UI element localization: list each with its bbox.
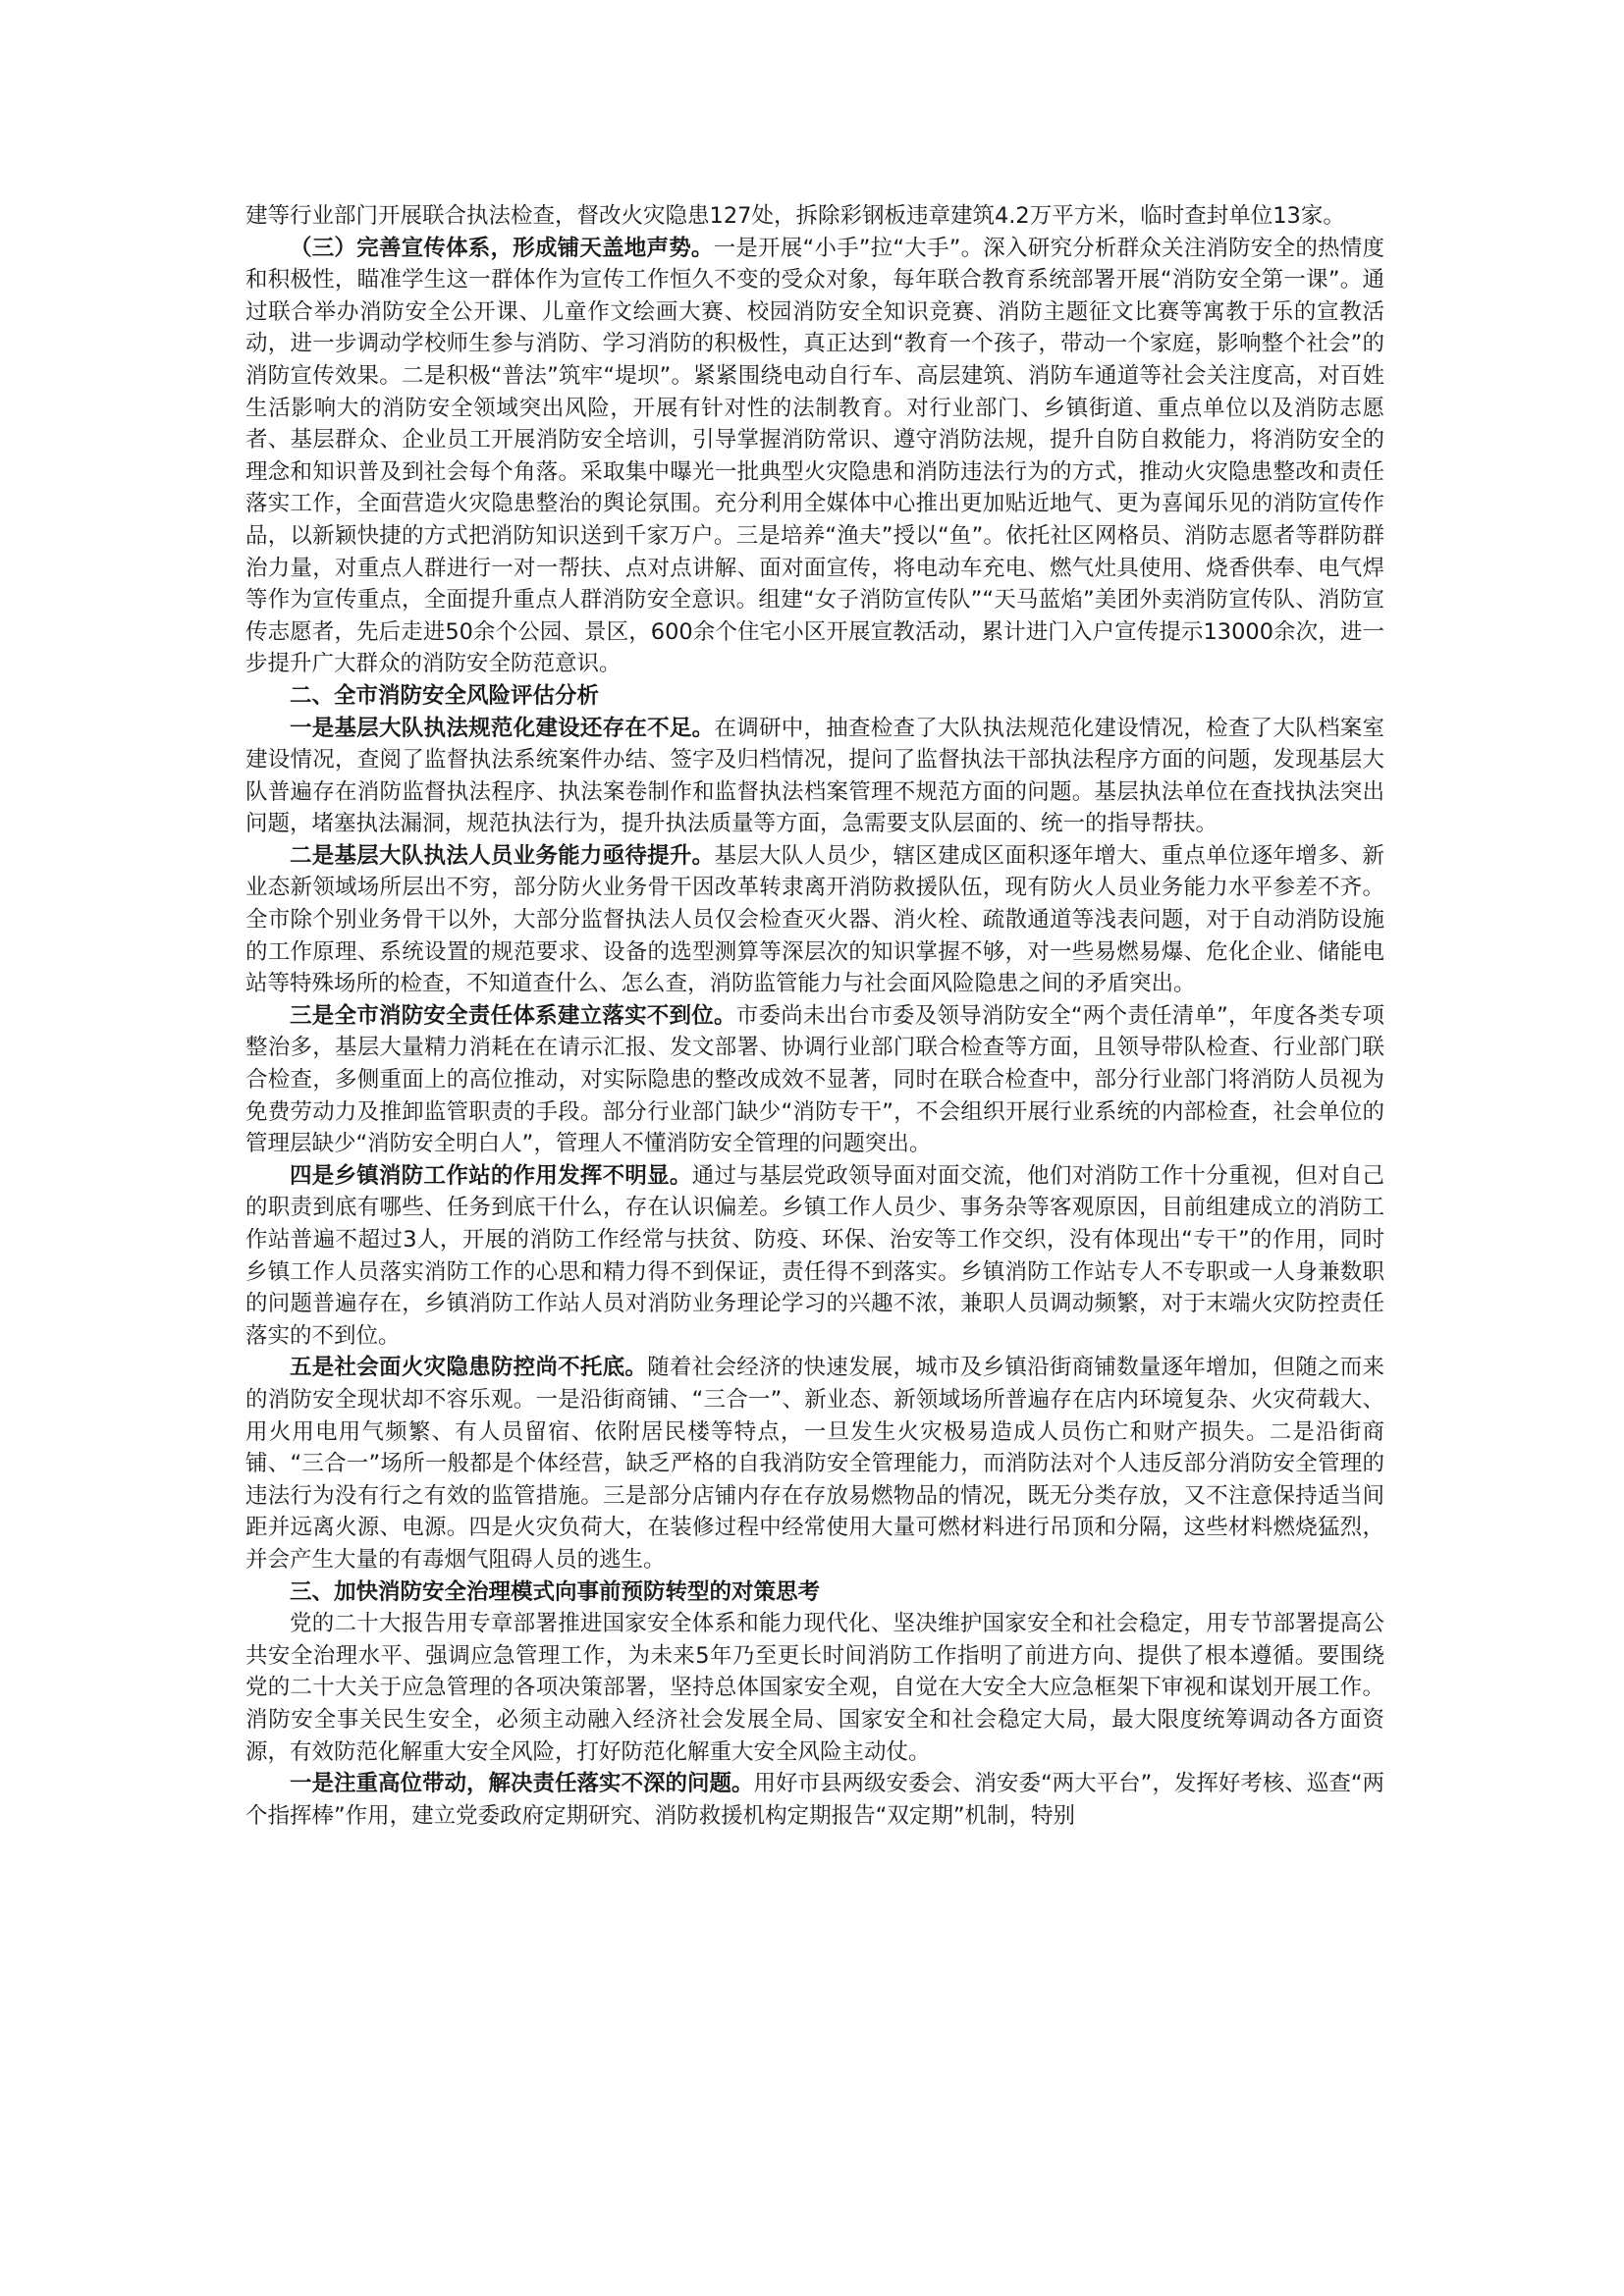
paragraph	[245, 1576, 1384, 1609]
paragraph	[245, 840, 1384, 1000]
paragraph-heading: 三是全市消防安全责任体系建立落实不到位。	[290, 1002, 736, 1029]
paragraph-heading: 五是社会面火灾隐患防控尚不托底。	[290, 1355, 648, 1381]
document-page	[245, 200, 1384, 1832]
paragraph-heading: 三、加快消防安全治理模式向事前预防转型的对策思考	[290, 1578, 821, 1605]
paragraph-text: 党的二十大报告用专章部署推进国家安全体系和能力现代化、坚决维护国家安全和社会稳定，用专节部署提高公共安全治理水平、强调应急管理工作，为未来5年乃至更长时间消防工作指明了前进方向、提供了根本遵循。要围绕党的二十大关于应急管理的各项决策部署，坚持总体国家安全观，自觉在大安全大应急框架下审视和谋划开展工作。消防安全事关民生安全，必须主动融入经济社会发展全局、国家安全和社会稳定大局，最大限度统筹调动各方面资源，有效防范化解重大安全风险，打好防范化解重大安全风险主动仗。	[245, 1611, 1384, 1765]
paragraph-heading: 一是基层大队执法规范化建设还存在不足。	[290, 715, 715, 741]
paragraph-text: 随着社会经济的快速发展，城市及乡镇沿街商铺数量逐年增加，但随之而来的消防安全现状却不容乐观。一是沿街商铺、“三合一”、新业态、新领域场所普遍存在店内环境复杂、火灾荷载大、用火用电用气频繁、有人员留宿、依附居民楼等特点，一旦发生火灾极易造成人员伤亡和财产损失。二是沿街商铺、“三合一”场所一般都是个体经营，缺乏严格的自我消防安全管理能力，而消防法对个人违反部分消防安全管理的违法行为没有行之有效的监管措施。三是部分店铺内存在存放易燃物品的情况，既无分类存放，又不注意保持适当间距并远离火源、电源。四是火灾负荷大，在装修过程中经常使用大量可燃材料进行吊顶和分隔，这些材料燃烧猛烈，并会产生大量的有毒烟气阻碍人员的逃生。	[245, 1355, 1384, 1573]
paragraph	[245, 1160, 1384, 1353]
paragraph-heading: 二是基层大队执法人员业务能力亟待提升。	[290, 842, 715, 869]
paragraph-heading: （三）完善宣传体系，形成铺天盖地声势。	[290, 235, 714, 261]
paragraph	[245, 200, 1384, 233]
paragraph	[245, 680, 1384, 713]
paragraph-text: 在调研中，抽查检查了大队执法规范化建设情况，检查了大队档案室建设情况，查阅了监督执法系统案件办结、签字及归档情况，提问了监督执法干部执法程序方面的问题，发现基层大队普遍存在消防监督执法程序、执法案卷制作和监督执法档案管理不规范方面的问题。基层执法单位在查找执法突出问题，堵塞执法漏洞，规范执法行为，提升执法质量等方面，急需要支队层面的、统一的指导帮扶。	[245, 715, 1384, 837]
paragraph-text: 建等行业部门开展联合执法检查，督改火灾隐患127处，拆除彩钢板违章建筑4.2万平方米，临时查封单位13家。	[245, 203, 1345, 229]
paragraph-text: 用好市县两级安委会、消安委“两大平台”，发挥好考核、巡查“两个指挥棒”作用，建立党委政府定期研究、消防救援机构定期报告“双定期”机制，特别	[245, 1771, 1384, 1829]
paragraph-text: 基层大队人员少，辖区建成区面积逐年增大、重点单位逐年增多、新业态新领域场所层出不穷，部分防火业务骨干因改革转隶离开消防救援队伍，现有防火人员业务能力水平参差不齐。全市除个别业务骨干以外，大部分监督执法人员仅会检查灭火器、消火栓、疏散通道等浅表问题，对于自动消防设施的工作原理、系统设置的规范要求、设备的选型测算等深层次的知识掌握不够，对一些易燃易爆、危化企业、储能电站等特殊场所的检查，不知道查什么、怎么查，消防监管能力与社会面风险隐患之间的矛盾突出。	[245, 842, 1384, 997]
paragraph-heading: 四是乡镇消防工作站的作用发挥不明显。	[290, 1162, 692, 1189]
paragraph	[245, 1352, 1384, 1575]
paragraph-text: 通过与基层党政领导面对面交流，他们对消防工作十分重视，但对自己的职责到底有哪些、任务到底干什么，存在认识偏差。乡镇工作人员少、事务杂等客观原因，目前组建成立的消防工作站普遍不超过3人，开展的消防工作经常与扶贫、防疫、环保、治安等工作交织，没有体现出“专干”的作用，同时乡镇工作人员落实消防工作的心思和精力得不到保证，责任得不到落实。乡镇消防工作站专人不专职或一人身兼数职的问题普遍存在，乡镇消防工作站人员对消防业务理论学习的兴趣不浓，兼职人员调动频繁，对于末端火灾防控责任落实的不到位。	[245, 1162, 1384, 1349]
paragraph	[245, 713, 1384, 840]
paragraph	[245, 233, 1384, 680]
paragraph	[245, 1608, 1384, 1768]
paragraph	[245, 1000, 1384, 1160]
paragraph-heading: 二、全市消防安全风险评估分析	[290, 682, 600, 709]
paragraph-text: 一是开展“小手”拉“大手”。深入研究分析群众关注消防安全的热情度和积极性，瞄准学生这一群体作为宣传工作恒久不变的受众对象，每年联合教育系统部署开展“消防安全第一课”。通过联合举办消防安全公开课、儿童作文绘画大赛、校园消防安全知识竞赛、消防主题征文比赛等寓教于乐的宣教活动，进一步调动学校师生参与消防、学习消防的积极性，真正达到“教育一个孩子，带动一个家庭，影响整个社会”的消防宣传效果。二是积极“普法”筑牢“堤坝”。紧紧围绕电动自行车、高层建筑、消防车通道等社会关注度高，对百姓生活影响大的消防安全领域突出风险，开展有针对性的法制教育。对行业部门、乡镇街道、重点单位以及消防志愿者、基层群众、企业员工开展消防安全培训，引导掌握消防常识、遵守消防法规，提升自防自救能力，将消防安全的理念和知识普及到社会每个角落。采取集中曝光一批典型火灾隐患和消防违法行为的方式，推动火灾隐患整改和责任落实工作，全面营造火灾隐患整治的舆论氛围。充分利用全媒体中心推出更加贴近地气、更为喜闻乐见的消防宣传作品，以新颖快捷的方式把消防知识送到千家万户。三是培养“渔夫”授以“鱼”。依托社区网格员、消防志愿者等群防群治力量，对重点人群进行一对一帮扶、点对点讲解、面对面宣传，将电动车充电、燃气灶具使用、烧香供奉、电气焊等作为宣传重点，全面提升重点人群消防安全意识。组建“女子消防宣传队”“天马蓝焰”美团外卖消防宣传队、消防宣传志愿者，先后走进50余个公园、景区，600余个住宅小区开展宣教活动，累计进门入户宣传提示13000余次，进一步提升广大群众的消防安全防范意识。	[245, 235, 1384, 677]
paragraph	[245, 1768, 1384, 1832]
paragraph-text: 市委尚未出台市委及领导消防安全“两个责任清单”，年度各类专项整治多，基层大量精力消耗在在请示汇报、发文部署、协调行业部门联合检查等方面，且领导带队检查、行业部门联合检查，多侧重面上的高位推动，对实际隐患的整改成效不显著，同时在联合检查中，部分行业部门将消防人员视为免费劳动力及推卸监管职责的手段。部分行业部门缺少“消防专干”，不会组织开展行业系统的内部检查，社会单位的管理层缺少“消防安全明白人”，管理人不懂消防安全管理的问题突出。	[245, 1002, 1384, 1157]
paragraph-heading: 一是注重高位带动，解决责任落实不深的问题。	[290, 1771, 754, 1797]
